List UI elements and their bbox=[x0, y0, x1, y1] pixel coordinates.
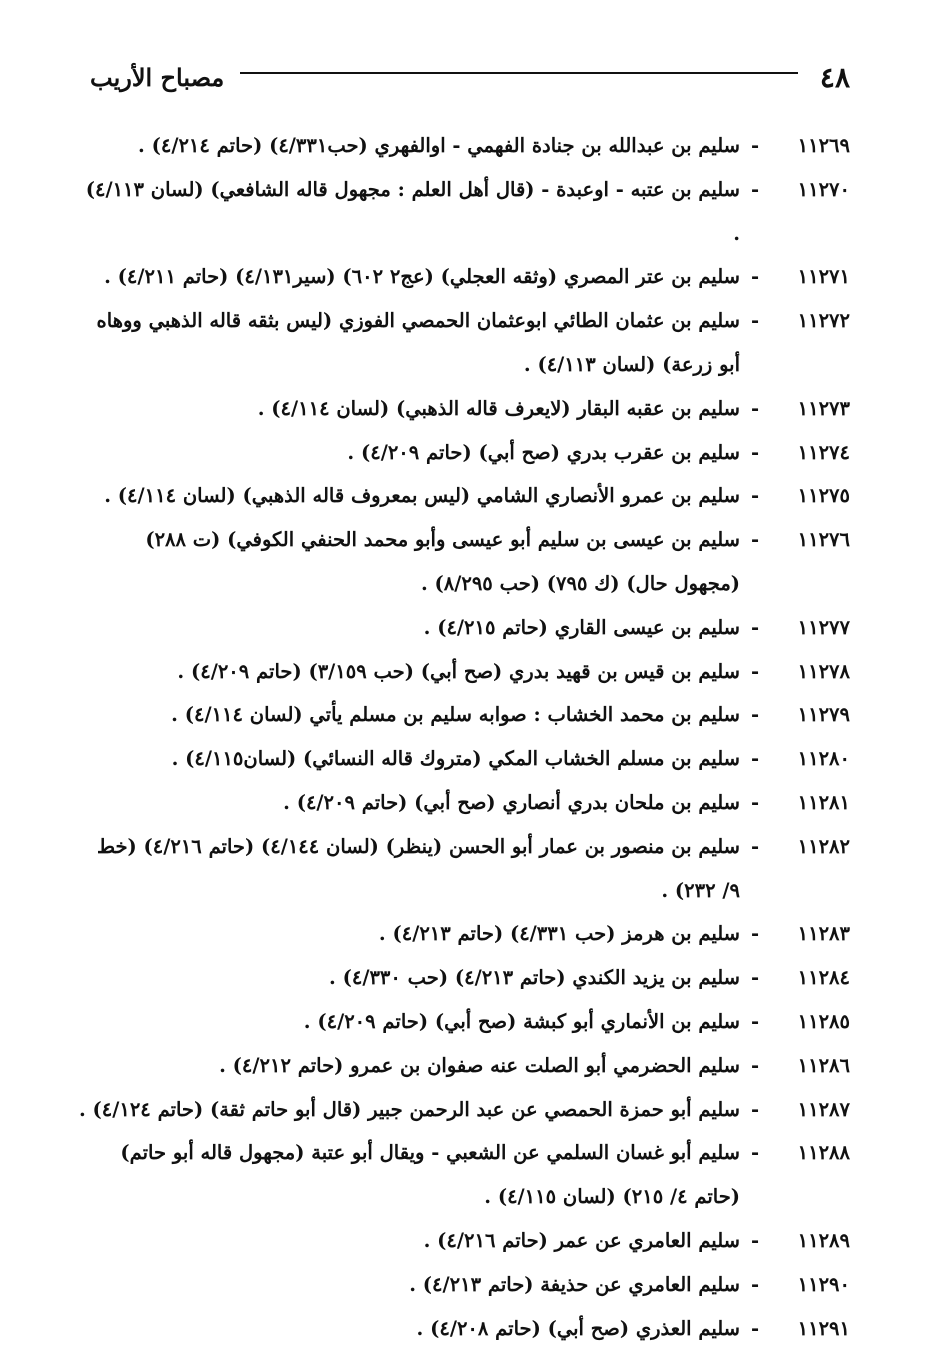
entry-dash: - bbox=[750, 1009, 760, 1033]
list-item bbox=[78, 1000, 850, 1044]
list-item bbox=[78, 1131, 850, 1219]
entry-number: ١١٢٨٠ bbox=[797, 747, 850, 771]
list-item bbox=[78, 518, 850, 606]
entry-text: سليم بن ملحان بدري أنصاري (صح أبي) (حاتم ٤/٢٠٩) . bbox=[283, 790, 740, 814]
entry-dash: - bbox=[750, 134, 760, 157]
entry-number: ١١٢٨٩ bbox=[797, 1228, 850, 1252]
entry-text: سليم الحضرمي أبو الصلت عنه صفوان بن عمرو (حاتم ٤/٢١٢) . bbox=[219, 1053, 740, 1077]
entry-text: سليم بن هرمز (حب ٤/٣٣١) (حاتم ٤/٢١٣) . bbox=[378, 922, 740, 946]
entry-dash: - bbox=[750, 1228, 760, 1252]
entry-number: ١١٢٧٧ bbox=[797, 615, 850, 639]
entry-number: ١١٢٧٩ bbox=[797, 703, 850, 727]
entry-number: ١١٢٧٥ bbox=[797, 484, 850, 508]
list-item bbox=[78, 1263, 850, 1307]
entry-text: سليم بن عتر المصري (وثقه العجلي) (عج٢ ٦٠٢) (سير٤/١٣١) (حاتم ٤/٢١١) . bbox=[104, 265, 740, 289]
list-item bbox=[78, 737, 850, 781]
page-number: ٤٨ bbox=[819, 61, 850, 94]
entry-number: ١١٢٧٢ bbox=[797, 309, 850, 333]
entry-number: ١١٢٨٦ bbox=[797, 1053, 850, 1077]
entry-text: سليم بن يزيد الكندي (حاتم ٤/٢١٣) (حب ٤/٣٣٠) . bbox=[329, 966, 740, 990]
entry-text: سليم بن مسلم الخشاب المكي (متروك قاله النسائي) (لسان٤/١١٥) . bbox=[171, 747, 740, 771]
entry-dash: - bbox=[750, 615, 760, 639]
entry-text: سليم بن عقبه البقار (لايعرف قاله الذهبي) (لسان ٤/١١٤) . bbox=[257, 396, 740, 420]
entry-dash: - bbox=[750, 1097, 760, 1121]
entry-dash: - bbox=[750, 177, 760, 201]
entry-dash: - bbox=[750, 1053, 760, 1077]
entry-dash: - bbox=[750, 309, 760, 333]
entry-text: سليم العامري عن حذيفة (حاتم ٤/٢١٣) . bbox=[409, 1272, 740, 1296]
entry-dash: - bbox=[750, 747, 760, 771]
list-item bbox=[78, 781, 850, 825]
header-rule bbox=[240, 72, 798, 74]
entry-text: سليم بن عثمان الطائي ابوعثمان الحمصي الفوزي (ليس بثقه قاله الذهبي ووهاه أبو زرعة) (لسان ٤/١١٣) . bbox=[96, 309, 740, 376]
entry-dash: - bbox=[750, 440, 760, 464]
list-item bbox=[78, 693, 850, 737]
entry-dash: - bbox=[750, 790, 760, 814]
entry-dash: - bbox=[750, 396, 760, 420]
entry-text: سليم بن عقرب بدري (صح أبي) (حاتم ٤/٢٠٩) . bbox=[347, 440, 740, 464]
list-item bbox=[78, 299, 850, 387]
entry-dash: - bbox=[750, 659, 760, 683]
entry-number: ١١٢٧١ bbox=[797, 265, 850, 289]
list-item bbox=[78, 255, 850, 299]
entry-number: ١١٢٧٨ bbox=[797, 659, 850, 683]
list-item bbox=[78, 1088, 850, 1132]
list-item bbox=[78, 431, 850, 475]
entry-dash: - bbox=[750, 265, 760, 289]
entry-text: سليم العامري عن عمر (حاتم ٤/٢١٦) . bbox=[423, 1228, 740, 1252]
list-item bbox=[78, 124, 850, 168]
entry-number: ١١٢٧٣ bbox=[797, 396, 850, 420]
entry-dash: - bbox=[750, 1316, 760, 1340]
entry-text: سليم بن قيس بن قهيد بدري (صح أبي) (حب ٣/١٥٩) (حاتم ٤/٢٠٩) . bbox=[177, 659, 740, 683]
list-item bbox=[78, 1219, 850, 1263]
entry-text: سليم بن الأنماري أبو كبشة (صح أبي) (حاتم ٤/٢٠٩) . bbox=[303, 1009, 740, 1033]
entry-dash: - bbox=[750, 1141, 760, 1165]
entry-text: سليم بن محمد الخشاب : صوابه سليم بن مسلم يأتي (لسان ٤/١١٤) . bbox=[171, 703, 740, 727]
entry-list bbox=[78, 124, 850, 1350]
entry-dash: - bbox=[750, 966, 760, 990]
entry-text: سليم بن عبدالله بن جنادة الفهمي - اوالفهري (حب٤/٣٣١) (حاتم ٤/٢١٤) . bbox=[138, 134, 740, 157]
running-title: مصباح الأريب bbox=[90, 63, 225, 92]
page-header bbox=[90, 58, 850, 98]
entry-number: ١١٢٨٨ bbox=[797, 1141, 850, 1165]
list-item bbox=[78, 168, 850, 256]
entry-dash: - bbox=[750, 484, 760, 508]
list-item bbox=[78, 1307, 850, 1351]
list-item bbox=[78, 606, 850, 650]
entry-number: ١١٢٦٩ bbox=[797, 134, 850, 157]
entry-number: ١١٢٨٥ bbox=[797, 1009, 850, 1033]
entry-number: ١١٢٩٠ bbox=[797, 1272, 850, 1296]
entry-text: سليم بن عمرو الأنصاري الشامي (ليس بمعروف قاله الذهبي) (لسان ٤/١١٤) . bbox=[104, 484, 740, 508]
entry-dash: - bbox=[750, 922, 760, 946]
list-item bbox=[78, 474, 850, 518]
entry-text: سليم بن منصور بن عمار أبو الحسن (ينظر) (لسان ٤/١٤٤) (حاتم ٤/٢١٦) (خط ٩/ ٢٣٢) . bbox=[96, 834, 740, 902]
entry-number: ١١٢٨٧ bbox=[797, 1097, 850, 1121]
entry-dash: - bbox=[750, 834, 760, 858]
entry-text: سليم بن عتبه - اوعبدة - (قال أهل العلم : مجهول قاله الشافعي) (لسان ٤/١١٣) . bbox=[85, 177, 740, 245]
entry-dash: - bbox=[750, 703, 760, 727]
entry-number: ١١٢٨٢ bbox=[797, 834, 850, 858]
list-item bbox=[78, 650, 850, 694]
entry-text: سليم أبو غسان السلمي عن الشعبي - ويقال أبو عتبة (مجهول قاله أبو حاتم) (حاتم ٤/ ٢١٥) (لسان ٤/١١٥) . bbox=[120, 1141, 740, 1209]
list-item bbox=[78, 387, 850, 431]
entry-number: ١١٢٨٤ bbox=[797, 966, 850, 990]
entry-text: سليم أبو حمزة الحمصي عن عبد الرحمن جبير (قال أبو حاتم ثقة) (حاتم ٤/١٢٤) . bbox=[78, 1097, 740, 1121]
entry-text: سليم بن عيسى القاري (حاتم ٤/٢١٥) . bbox=[423, 615, 740, 639]
entry-number: ١١٢٩١ bbox=[797, 1316, 850, 1340]
entry-dash: - bbox=[750, 1272, 760, 1296]
entry-number: ١١٢٧٦ bbox=[797, 528, 850, 552]
entry-text: سليم العذري (صح أبي) (حاتم ٤/٢٠٨) . bbox=[416, 1316, 740, 1340]
entry-number: ١١٢٨١ bbox=[797, 790, 850, 814]
entry-dash: - bbox=[750, 528, 760, 552]
entry-text: سليم بن عيسى بن سليم أبو عيسى وأبو محمد الحنفي الكوفي) (ت ٢٨٨) (مجهول حال) (ك ٧٩٥) (حب ٨/٢٩٥) . bbox=[145, 528, 740, 595]
list-item bbox=[78, 825, 850, 913]
entry-number: ١١٢٨٣ bbox=[797, 922, 850, 946]
list-item bbox=[78, 1044, 850, 1088]
entry-number: ١١٢٧٤ bbox=[797, 440, 850, 464]
entry-number: ١١٢٧٠ bbox=[797, 177, 850, 201]
list-item bbox=[78, 956, 850, 1000]
list-item bbox=[78, 912, 850, 956]
